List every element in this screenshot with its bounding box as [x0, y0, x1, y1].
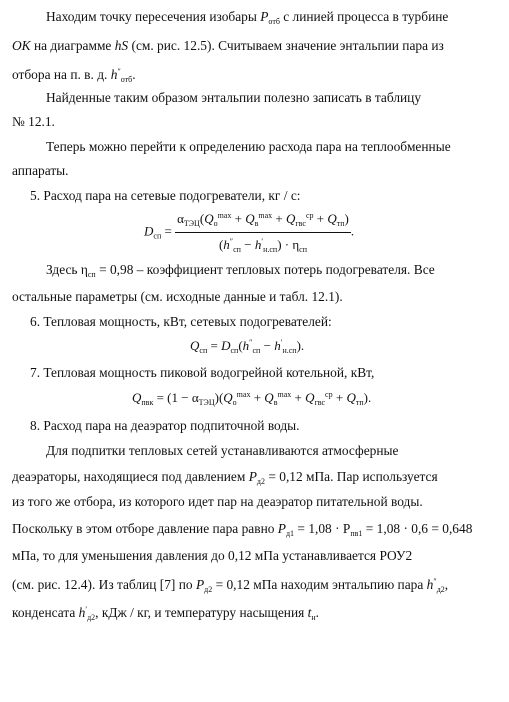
text-line: из того же отбора, из которого идет пар на деаэратор питательной воды. — [12, 494, 423, 509]
list-item-8: 8. Расход пара на деаэратор подпиточной воды. — [30, 418, 300, 433]
text-line: отбора на п. в. д. $h''_{отб}$. — [12, 67, 136, 84]
text-line: аппараты. — [12, 163, 69, 178]
formula-steam-flow: $D_{сп}$ = $\frac{\alpha_{ТЭЦ}(Q_о^{max} + Q_в^{max} + Q_{гвс}^{ср} + Q_{тп})}{(h''_{сп} - h'_{н.сп}) \cdot \eta_{сп}}$ . — [144, 207, 354, 258]
text-line: OK на диаграмме hS (см. рис. 12.5). Считываем значение энтальпии пара из — [12, 38, 444, 53]
list-item-6: 6. Тепловая мощность, кВт, сетевых подогревателей: — [30, 314, 332, 329]
list-item-5: 5. Расход пара на сетевые подогреватели, кг / с: — [30, 188, 301, 203]
text-line: деаэраторы, находящиеся под давлением $P_{д2} = 0,12$ мПа. Пар используется — [12, 469, 438, 486]
list-item-7: 7. Тепловая мощность пиковой водогрейной котельной, кВт, — [30, 365, 375, 380]
text-line: № 12.1. — [12, 114, 55, 129]
text-line: Находим точку пересечения изобары $P_{отб}$ с линией процесса в турбине — [46, 9, 449, 26]
formula-peak-boiler: $Q_{пвк} = (1 - \alpha_{ТЭЦ})(Q_о^{max} + Q_в^{max} + Q_{гвс}^{ср} + Q_{тп})$. — [132, 390, 372, 407]
text-line: Теперь можно перейти к определению расхода пара на теплообменные — [46, 139, 451, 154]
text-line: Здесь $\eta_{сп} = 0,98$ – коэффициент тепловых потерь подогревателя. Все — [46, 262, 435, 279]
text-line: мПа, то для уменьшения давления до 0,12 мПа устанавливается РОУ2 — [12, 548, 413, 563]
text-line: остальные параметры (см. исходные данные и табл. 12.1). — [12, 289, 343, 304]
text-line: (см. рис. 12.4). Из таблиц [7] по $P_{д2} = 0,12$ мПа находим энтальпию пара $h''_{д2}$, — [12, 577, 449, 594]
text-line: Поскольку в этом отборе давление пара равно $P_{д1} = 1,08 \cdot P_{пв1} = 1,08 \cdot 0,6 = 0,648$ — [12, 521, 473, 538]
formula-heat-power: $Q_{сп} = D_{сп}(h''_{сп} - h'_{н.сп})$. — [190, 338, 305, 355]
text-line: Найденные таким образом энтальпии полезно записать в таблицу — [46, 90, 422, 105]
text-line: конденсата $h'_{д2}$, кДж / кг, и температуру насыщения $t_н$. — [12, 605, 320, 622]
text-line: Для подпитки тепловых сетей устанавливаются атмосферные — [46, 443, 399, 458]
